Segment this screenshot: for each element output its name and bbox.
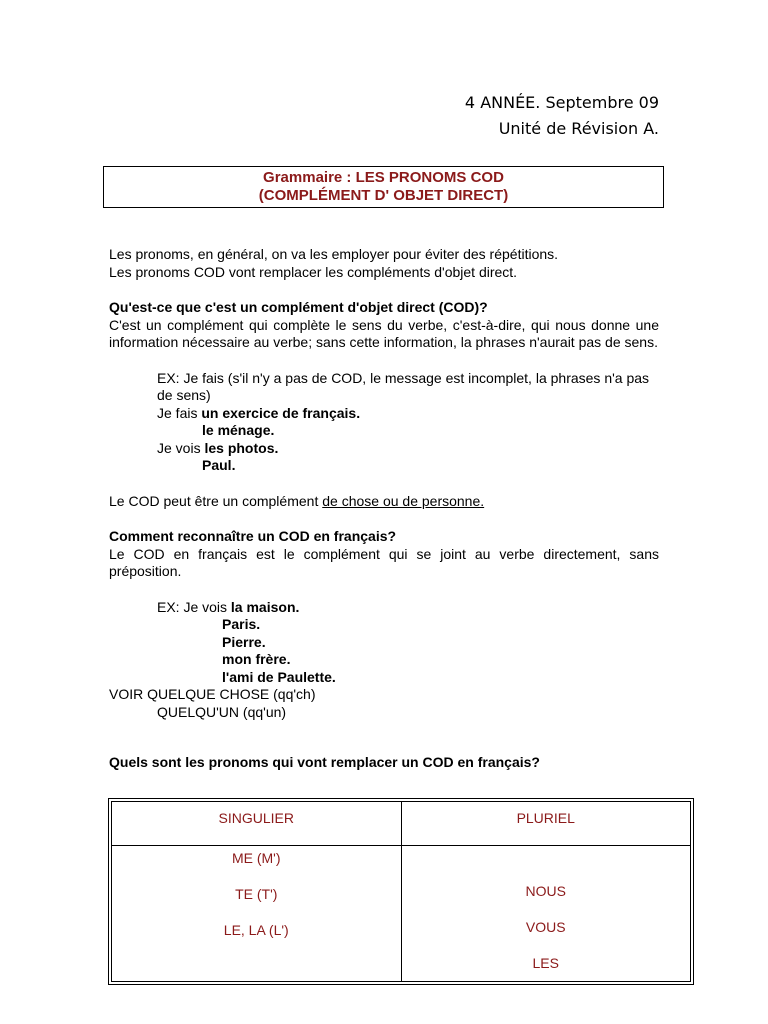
singulier-cell	[112, 846, 402, 982]
pronoun-les: LES	[532, 954, 559, 971]
example-2-item: mon frère.	[222, 651, 291, 667]
example-2-line-1-bold: la maison.	[230, 598, 300, 615]
example-2-line-1-plain: EX: Je vois	[157, 598, 231, 615]
header-unit: Unité de Révision A.	[498, 119, 659, 138]
cod-note	[109, 493, 659, 511]
pronoun-me: ME (M')	[231, 850, 281, 866]
example-1-line-4: Paul.	[202, 457, 236, 473]
answer-1: C'est un complément qui complète le sens du verbe, c'est-à-dire, qui nous donne une information nécessaire au verbe; sans cette information, la phrases n'aurait pas de sens.	[109, 316, 659, 350]
title-line-2: (COMPLÉMENT D' OBJET DIRECT)	[258, 187, 509, 204]
question-1: Qu'est-ce que c'est un complément d'objet direct (COD)?	[109, 299, 488, 315]
pronoun-nous: NOUS	[525, 882, 566, 899]
pronouns-table	[108, 798, 694, 985]
document-body	[109, 246, 659, 772]
pronoun-le-la: LE, LA (L')	[223, 922, 289, 938]
cod-note-underlined: de chose ou de personne.	[322, 492, 485, 509]
title-box	[103, 166, 664, 208]
example-1-line-1	[109, 405, 659, 423]
example-1-line-2: le ménage.	[202, 422, 275, 438]
title-line-1: Grammaire : LES PRONOMS COD	[263, 169, 504, 186]
example-1-intro-text: EX: Je fais (s'il n'y a pas de COD, le message est incomplet, la phrases n'a pas de sens)	[157, 369, 650, 403]
question-2: Comment reconnaître un COD en français?	[109, 528, 397, 544]
cod-note-plain: Le COD peut être un complément	[109, 492, 323, 509]
example-1-line-1-bold: un exercice de français.	[201, 404, 361, 421]
header-pluriel: PLURIEL	[401, 802, 691, 846]
question-3: Quels sont les pronoms qui vont remplacer un COD en français?	[109, 754, 540, 770]
example-2-item: l'ami de Paulette.	[222, 668, 336, 685]
pronoun-te: TE (T')	[235, 886, 278, 902]
example-2-item: Pierre.	[222, 633, 266, 650]
intro-line-1: Les pronoms, en général, on va les employer pour éviter des répétitions.	[109, 246, 559, 262]
header-singulier: SINGULIER	[112, 802, 402, 846]
intro-line-2: Les pronoms COD vont remplacer les compléments d'objet direct.	[109, 263, 518, 280]
example-2-item: Paris.	[222, 616, 261, 632]
example-2-line-1	[109, 599, 659, 617]
answer-2: Le COD en français est le complément qui se joint au verbe directement, sans préposition.	[109, 545, 659, 579]
pluriel-cell	[401, 846, 691, 982]
voir-line: VOIR QUELQUE CHOSE (qq'ch)	[109, 686, 316, 702]
example-1-line-3	[109, 440, 659, 458]
pronoun-vous: VOUS	[525, 918, 566, 935]
pronouns-table-grid	[111, 801, 691, 982]
header-date: 4 ANNÉE. Septembre 09	[464, 93, 659, 112]
example-1-line-1-plain: Je fais	[157, 404, 202, 421]
example-1-line-3-bold: les photos.	[204, 439, 279, 456]
quelquun-line: QUELQU'UN (qq'un)	[157, 703, 287, 720]
example-1-line-3-plain: Je vois	[157, 439, 205, 456]
example-1-intro	[109, 370, 659, 405]
